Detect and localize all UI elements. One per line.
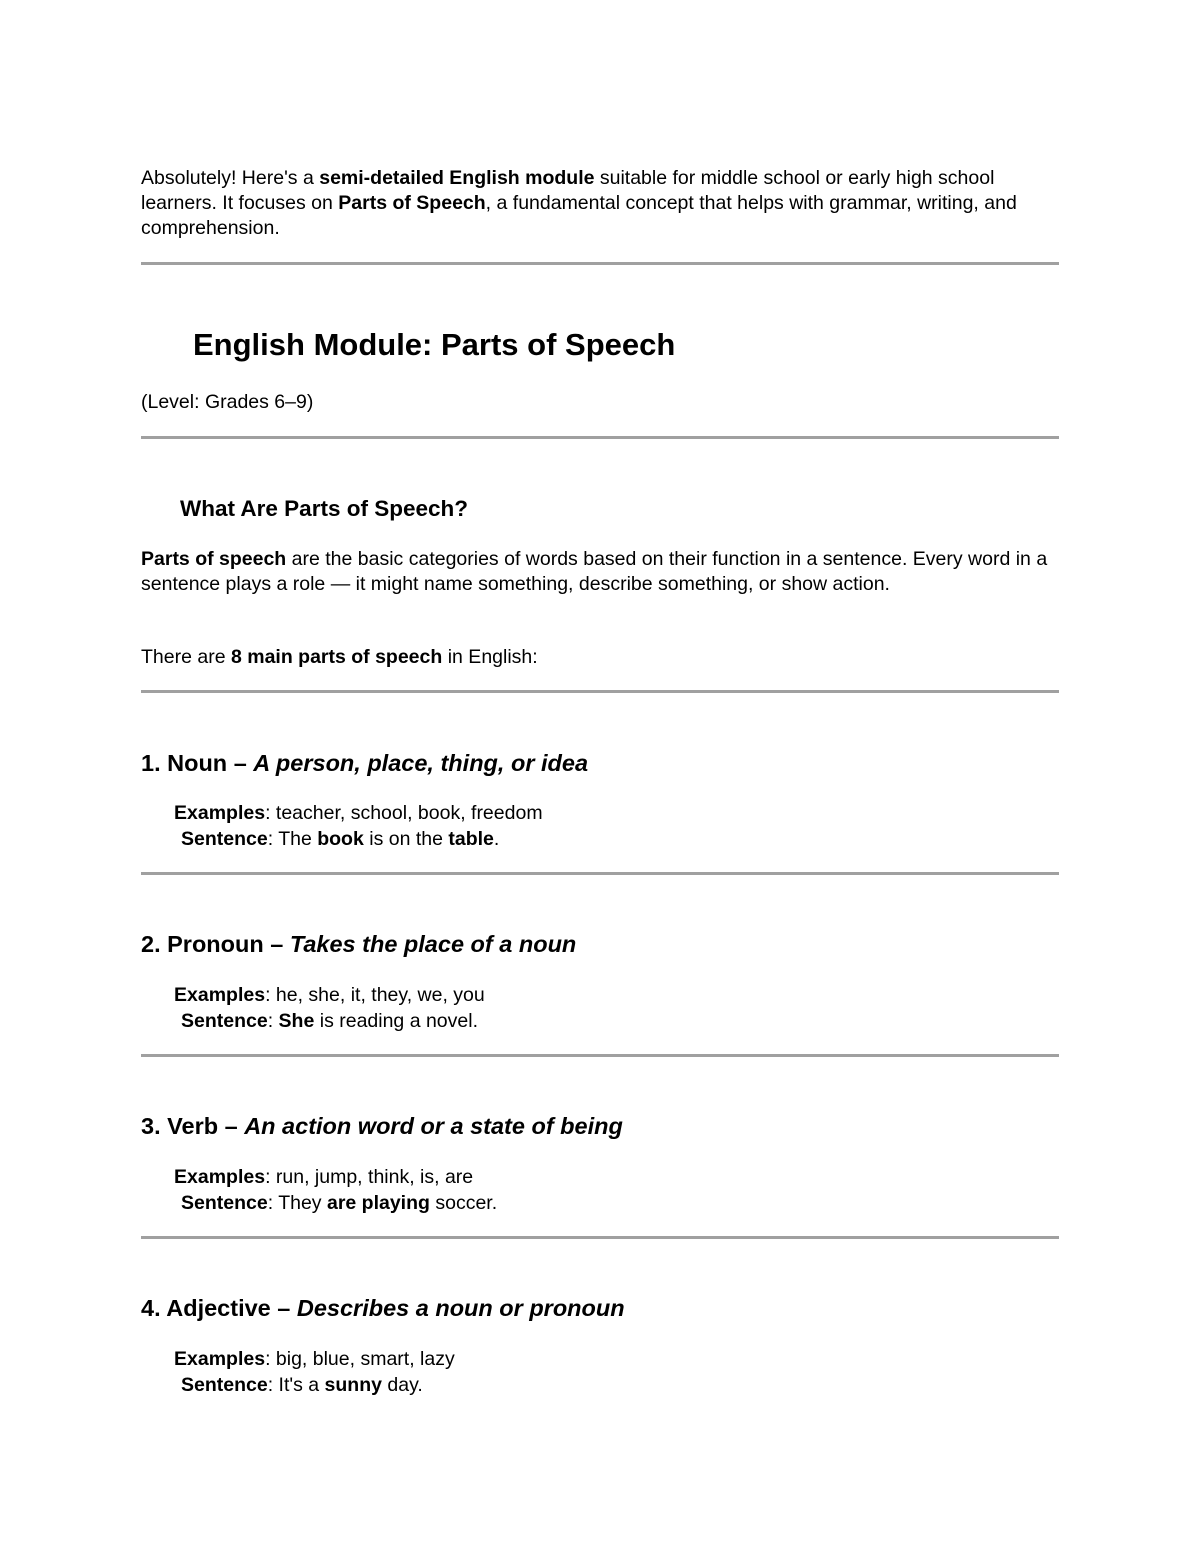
examples-value: teacher, school, book, freedom <box>270 802 543 824</box>
colon: : <box>267 1010 274 1032</box>
examples-label: Examples <box>174 1348 266 1370</box>
colon: : <box>267 1374 274 1396</box>
intro-text-3: , a fundamental concept that helps with grammar, writing, and comprehension. <box>141 192 1017 239</box>
intro-bold-1: semi-detailed English module <box>319 167 595 189</box>
sentence-label: Sentence <box>181 1374 268 1396</box>
colon: : <box>267 1192 274 1214</box>
part-number: 3. Verb – <box>141 1113 245 1139</box>
sentence-bold: book <box>317 828 364 850</box>
examples-line <box>174 1347 455 1372</box>
part-heading-pronoun <box>141 931 576 958</box>
examples-value: big, blue, smart, lazy <box>270 1348 455 1370</box>
module-level: (Level: Grades 6–9) <box>141 391 314 413</box>
colon: : <box>265 984 271 1006</box>
sentence-line <box>181 827 499 852</box>
sentence-text: It's a <box>273 1374 325 1396</box>
colon: : <box>267 828 274 850</box>
examples-line <box>174 983 485 1008</box>
sentence-line <box>181 1191 497 1216</box>
sentence-bold: are playing <box>326 1192 430 1214</box>
part-number: 2. Pronoun – <box>141 931 290 957</box>
intro-bold-2: Parts of Speech <box>338 192 486 214</box>
examples-label: Examples <box>174 984 266 1006</box>
divider <box>141 872 1059 875</box>
sentence-text: is on the <box>363 828 449 850</box>
sentence-label: Sentence <box>181 1010 268 1032</box>
examples-label: Examples <box>174 1166 266 1188</box>
definition-paragraph <box>141 547 1061 597</box>
count-bold: 8 main parts of speech <box>230 646 443 668</box>
count-text-1: There are <box>141 646 231 668</box>
sentence-text: They <box>273 1192 327 1214</box>
part-number: 1. Noun – <box>141 750 254 776</box>
part-definition: Takes the place of a noun <box>289 931 577 957</box>
part-definition: A person, place, thing, or idea <box>253 750 589 776</box>
examples-value: he, she, it, they, we, you <box>270 984 485 1006</box>
divider <box>141 262 1059 265</box>
sentence-bold: sunny <box>324 1374 382 1396</box>
sentence-bold: table <box>448 828 494 850</box>
sentence-line <box>181 1009 478 1034</box>
colon: : <box>265 802 271 824</box>
divider <box>141 1236 1059 1239</box>
divider <box>141 690 1059 693</box>
sentence-text: day. <box>381 1374 423 1396</box>
colon: : <box>265 1348 271 1370</box>
section-heading: What Are Parts of Speech? <box>180 496 468 521</box>
sentence-text: . <box>493 828 500 850</box>
part-heading-adjective <box>141 1295 625 1322</box>
part-heading-noun <box>141 750 588 777</box>
examples-line <box>174 1165 473 1190</box>
intro-paragraph <box>141 166 1061 241</box>
divider <box>141 1054 1059 1057</box>
intro-text-1: Absolutely! Here's a <box>141 167 320 189</box>
sentence-bold: She <box>278 1010 315 1032</box>
module-title: English Module: Parts of Speech <box>193 327 676 362</box>
part-definition: Describes a noun or pronoun <box>296 1295 625 1321</box>
part-number: 4. Adjective – <box>141 1295 297 1321</box>
part-definition: An action word or a state of being <box>244 1113 623 1139</box>
sentence-text: The <box>273 828 318 850</box>
sentence-text: is reading a novel. <box>314 1010 478 1032</box>
count-paragraph <box>141 645 1061 670</box>
intro-text-2: suitable for middle school or early high school learners. It focuses on <box>141 167 995 214</box>
part-heading-verb <box>141 1113 623 1140</box>
divider <box>141 436 1059 439</box>
sentence-text: soccer. <box>429 1192 498 1214</box>
definition-term: Parts of speech <box>141 548 287 570</box>
definition-text: are the basic categories of words based on their function in a sentence. Every word in a sentence plays a role — it might name something, describe something, or show action. <box>141 548 1048 595</box>
sentence-label: Sentence <box>181 1192 268 1214</box>
examples-line <box>174 801 543 826</box>
examples-value: run, jump, think, is, are <box>270 1166 474 1188</box>
colon: : <box>265 1166 271 1188</box>
count-text-2: in English: <box>442 646 538 668</box>
sentence-line <box>181 1373 423 1398</box>
examples-label: Examples <box>174 802 266 824</box>
sentence-label: Sentence <box>181 828 268 850</box>
